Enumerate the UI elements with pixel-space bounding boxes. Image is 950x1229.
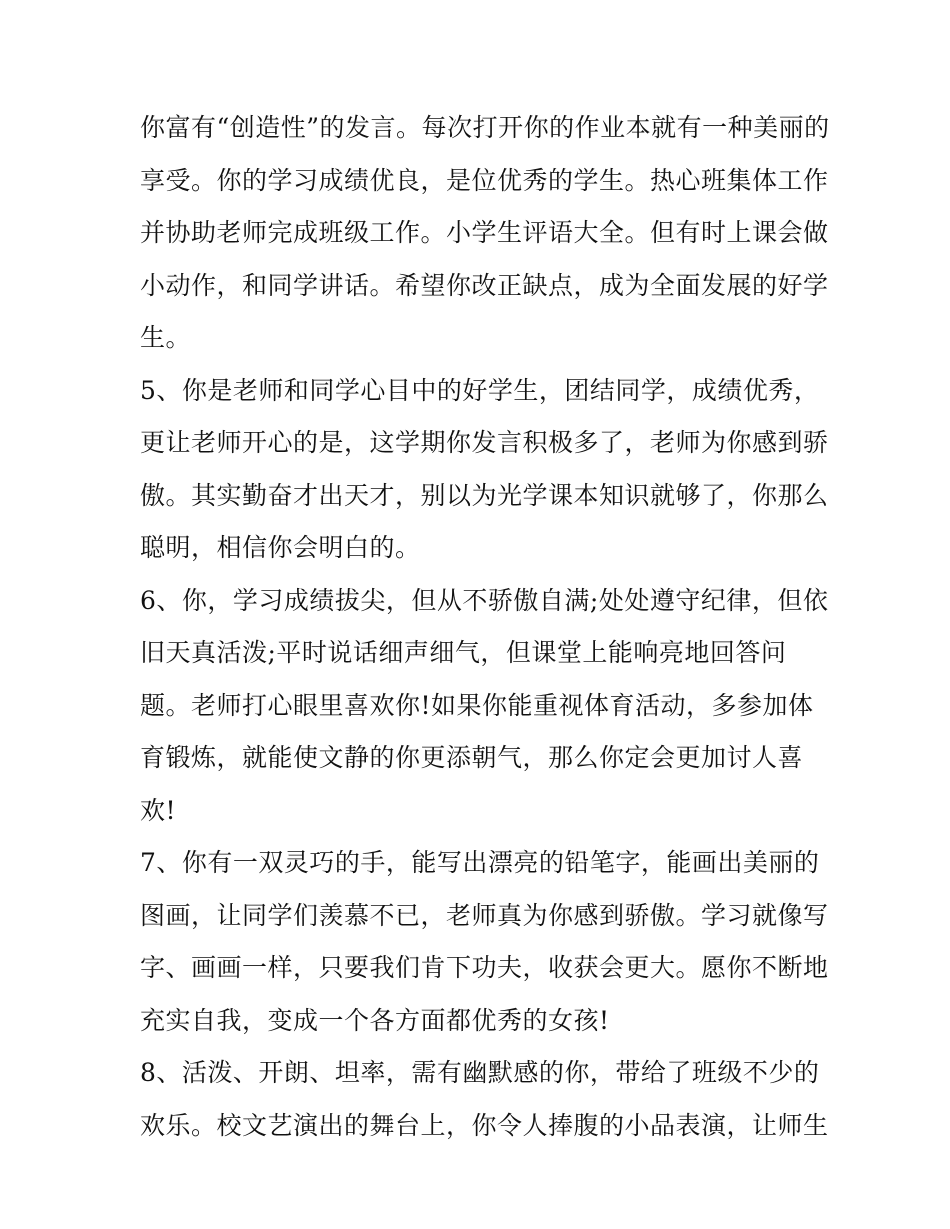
text-line: 小动作，和同学讲话。希望你改正缺点，成为全面发展的好学 <box>140 270 829 300</box>
text-line: 傲。其实勤奋才出天才，别以为光学课本知识就够了，你那么 <box>140 480 829 510</box>
text-line: 聪明，相信你会明白的。 <box>140 533 421 562</box>
text-line: 更让老师开心的是，这学期你发言积极多了，老师为你感到骄 <box>140 428 829 457</box>
text-line: 生。 <box>140 323 192 352</box>
text-line: 旧天真活泼;平时说话细声细气，但课堂上能响亮地回答问 <box>140 638 787 667</box>
text-line: 育锻炼，就能使文静的你更添朝气，那么你定会更加讨人喜 <box>140 743 804 772</box>
text-line: 5、你是老师和同学心目中的好学生，团结同学，成绩优秀， <box>140 375 820 405</box>
text-line: 欢! <box>140 795 177 825</box>
text-line: 享受。你的学习成绩优良，是位优秀的学生。热心班集体工作 <box>140 165 829 195</box>
text-line: 8、活泼、开朗、坦率，需有幽默感的你，带给了班级不少的 <box>140 1058 820 1087</box>
text-line: 并协助老师完成班级工作。小学生评语大全。但有时上课会做 <box>140 218 829 247</box>
text-line: 欢乐。校文艺演出的舞台上，你令人捧腹的小品表演，让师生 <box>140 1110 829 1140</box>
text-line: 你富有“创造性”的发言。每次打开你的作业本就有一种美丽的 <box>140 113 830 142</box>
text-line: 字、画画一样，只要我们肯下功夫，收获会更大。愿你不断地 <box>140 953 829 982</box>
document-body <box>140 102 830 1152</box>
text-line: 题。老师打心眼里喜欢你!如果你能重视体育活动，多参加体 <box>140 690 814 720</box>
text-line: 6、你，学习成绩拔尖，但从不骄傲自满;处处遵守纪律，但依 <box>140 585 829 615</box>
text-line: 图画，让同学们羡慕不已，老师真为你感到骄傲。学习就像写 <box>140 900 829 930</box>
text-line: 充实自我，变成一个各方面都优秀的女孩! <box>140 1005 610 1035</box>
text-line: 7、你有一双灵巧的手，能写出漂亮的铅笔字，能画出美丽的 <box>140 848 820 877</box>
